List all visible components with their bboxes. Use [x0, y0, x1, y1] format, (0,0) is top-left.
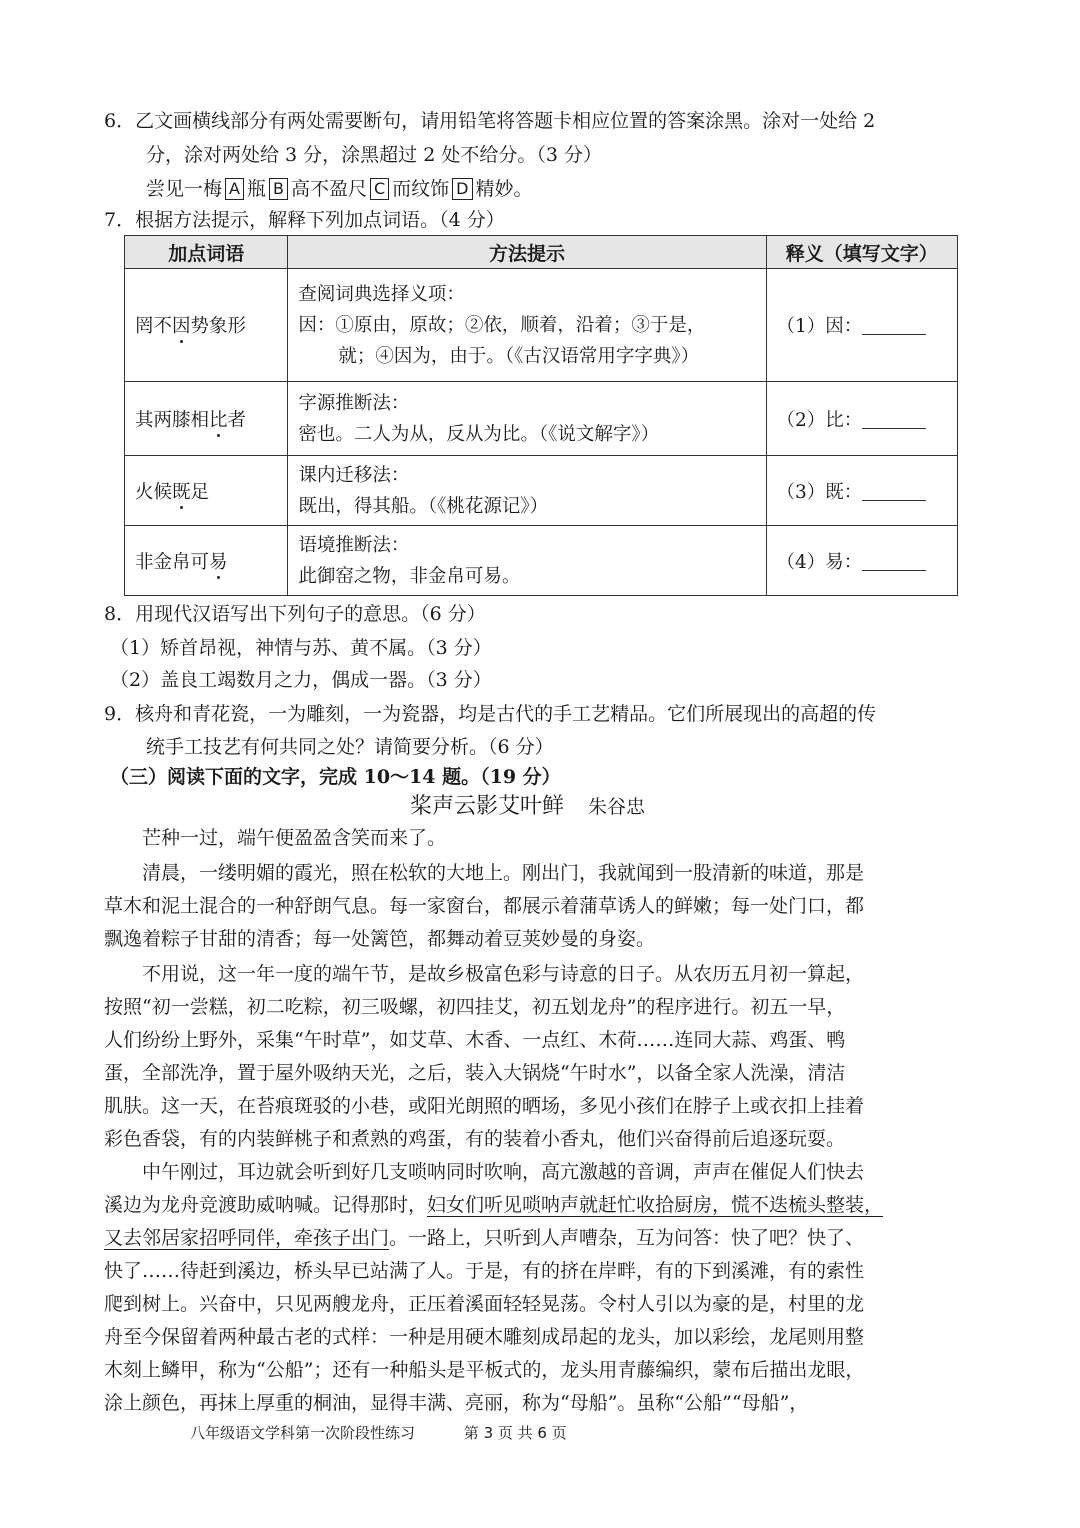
- essay-line: 快了……待赶到溪边，桥头早已站满了人。于是，有的挤在岸畔，有的下到溪滩，有的索性: [104, 1260, 865, 1282]
- essay-title-text: 桨声云影艾叶鲜: [410, 794, 565, 819]
- hint-text: 因：①原由，原故；②依，顺着，沿着；③于是，: [298, 314, 706, 336]
- section-3-heading: （三）阅读下面的文字，完成 10～14 题。（19 分）: [110, 766, 561, 788]
- essay-line: 木刻上鳞甲，称为“公船”；还有一种船头是平板式的，龙头用青藤编织，蒙布后描出龙眼，: [104, 1359, 865, 1381]
- hint-method: 课内迁移法：: [298, 464, 410, 486]
- word-cell: [125, 526, 288, 596]
- sentence-part-1: 尝见一梅: [146, 178, 223, 200]
- hint-method: 字源推断法：: [298, 392, 410, 414]
- essay-line: 不用说，这一年一度的端午节，是故乡极富色彩与诗意的日子。从农历五月初一算起，: [104, 963, 865, 985]
- question-8-item-2: （2）盖良工竭数月之力，偶成一器。（3 分）: [110, 669, 492, 691]
- table-row: [125, 456, 958, 526]
- essay-author: 朱谷忠: [588, 796, 646, 818]
- answer-label: （3）既：: [776, 481, 863, 503]
- hint-text: 此御窑之物，非金帛可易。: [298, 565, 521, 587]
- essay-line: 肌肤。这一天，在苔痕斑驳的小巷，或阳光朗照的晒场，多见小孩们在脖子上或衣扣上挂着: [104, 1095, 865, 1117]
- essay-text: 。一路上，只听到人声嘈杂，互为问答：快了吧？快了、: [389, 1227, 865, 1249]
- essay-line: 爬到树上。兴奋中，只见两艘龙舟，正压着溪面轻轻晃荡。令村人引以为豪的是，村里的龙: [104, 1293, 865, 1315]
- answer-cell[interactable]: [766, 382, 957, 456]
- method-table: [124, 235, 958, 596]
- break-option-c[interactable]: C: [370, 178, 389, 200]
- answer-blank[interactable]: [862, 316, 926, 335]
- word-text: 其两膝相: [135, 409, 210, 431]
- essay-line: 蛋，全部洗净，置于屋外吸纳天光，之后，装入大锅烧“午时水”，以备全家人洗澡，清洁: [104, 1062, 846, 1084]
- essay-line: 中午刚过，耳边就会听到好几支唢呐同时吹响，高亢激越的音调，声声在催促人们快去: [104, 1161, 865, 1183]
- essay-line: 按照“初一尝糕，初二吃粽，初三吸螺，初四挂艾，初五划龙舟”的程序进行。初五一早，: [104, 996, 846, 1018]
- word-text: 非金帛可: [135, 551, 210, 573]
- question-8-item-1: （1）矫首昂视，神情与苏、黄不属。（3 分）: [110, 637, 492, 659]
- essay-line: 舟至今保留着两种最古老的式样：一种是用硬木雕刻成昂起的龙头，加以彩绘，龙尾则用整: [104, 1326, 865, 1348]
- essay-line: 芒种一过，端午便盈盈含笑而来了。: [104, 827, 447, 849]
- word-cell: [125, 269, 288, 382]
- answer-label: （1）因：: [776, 316, 863, 337]
- hint-cell: [288, 382, 766, 456]
- dotted-char: 因: [172, 316, 191, 337]
- essay-line: 人们纷纷上野外，采集“午时草”，如艾草、木香、一点红、木荷……连同大蒜、鸡蛋、鸭: [104, 1029, 846, 1051]
- table-header-row: [125, 236, 958, 269]
- word-text: 足: [190, 481, 210, 503]
- hint-text: 就；④因为，由于。（《古汉语常用字字典》）: [338, 345, 700, 367]
- hint-cell: [288, 269, 766, 382]
- page-footer: [190, 1422, 575, 1443]
- answer-cell[interactable]: [766, 456, 957, 526]
- answer-label: （2）比：: [776, 409, 863, 431]
- hint-text: 既出，得其船。（《桃花源记》）: [298, 495, 549, 517]
- dotted-char: 比: [209, 409, 228, 431]
- answer-blank[interactable]: [862, 482, 926, 501]
- question-7-prompt: 7．根据方法提示，解释下列加点词语。（4 分）: [104, 209, 505, 231]
- sentence-part-2: 瓶: [246, 178, 266, 200]
- word-text: 者: [227, 409, 247, 431]
- break-option-a[interactable]: A: [225, 178, 244, 200]
- word-cell: [125, 456, 288, 526]
- table-row: [125, 526, 958, 596]
- break-option-b[interactable]: B: [269, 178, 288, 200]
- question-6-line-2: 分，涂对两处给 3 分，涂黑超过 2 处不给分。（3 分）: [146, 144, 602, 166]
- footer-page-number: 第 3 页 共 6 页: [463, 1424, 567, 1442]
- hint-method: 查阅词典选择义项：: [298, 283, 465, 305]
- essay-line: [104, 1222, 864, 1255]
- hint-cell: [288, 526, 766, 596]
- header-method: 方法提示: [288, 236, 766, 269]
- header-meaning: 释义（填写文字）: [766, 236, 957, 269]
- sentence-part-3: 高不盈尺: [290, 178, 367, 200]
- word-text: 火候: [135, 481, 173, 503]
- table-row: [125, 382, 958, 456]
- hint-cell: [288, 456, 766, 526]
- essay-line: 涂上颜色，再抹上厚重的桐油，显得丰满、亮丽，称为“母船”。虽称“公船”“母船”，: [104, 1392, 809, 1414]
- essay-line: 草木和泥土混合的一种舒朗气息。每一家窗台，都展示着蒲草诱人的鲜嫩；每一处门口，都: [104, 895, 865, 917]
- header-word: 加点词语: [125, 236, 288, 269]
- dotted-char: 易: [209, 551, 228, 573]
- break-option-d[interactable]: D: [452, 178, 472, 200]
- answer-cell[interactable]: [766, 269, 957, 382]
- essay-line: 彩色香袋，有的内装鲜桃子和煮熟的鸡蛋，有的装着小香丸，他们兴奋得前后追逐玩耍。: [104, 1128, 846, 1150]
- essay-line: 清晨，一缕明媚的霞光，照在松软的大地上。刚出门，我就闻到一股清新的味道，那是: [104, 862, 865, 884]
- footer-exam-name: 八年级语文学科第一次阶段性练习: [190, 1424, 416, 1442]
- question-9-line-2: 统手工技艺有何共同之处？请简要分析。（6 分）: [146, 736, 554, 758]
- answer-label: （4）易：: [776, 551, 863, 573]
- essay-title: [410, 790, 645, 824]
- answer-cell[interactable]: [766, 526, 957, 596]
- sentence-part-5: 精妙。: [475, 178, 533, 200]
- question-8-prompt: 8．用现代汉语写出下列句子的意思。（6 分）: [104, 603, 486, 625]
- underlined-sentence: 妇女们听见唢呐声就赶忙收拾厨房，慌不迭梳头整装，: [427, 1194, 884, 1216]
- word-text: 势象形: [190, 316, 247, 337]
- hint-method: 语境推断法：: [298, 534, 410, 556]
- word-text: 罔不: [135, 316, 173, 337]
- word-cell: [125, 382, 288, 456]
- answer-blank[interactable]: [862, 552, 926, 571]
- essay-text: 溪边为龙舟竞渡助威呐喊。记得那时，: [104, 1194, 428, 1216]
- essay-line: [104, 1189, 883, 1222]
- sentence-part-4: 而纹饰: [392, 178, 450, 200]
- question-6-sentence: [146, 172, 533, 206]
- dotted-char: 既: [172, 481, 191, 503]
- question-9-line-1: 9．核舟和青花瓷，一为雕刻，一为瓷器，均是古代的手工艺精品。它们所展现出的高超的传: [104, 703, 877, 725]
- essay-line: 飘逸着粽子甘甜的清香；每一处篱笆，都舞动着豆荚妙曼的身姿。: [104, 928, 656, 950]
- question-6-line-1: 6．乙文画横线部分有两处需要断句，请用铅笔将答题卡相应位置的答案涂黑。涂对一处给 2: [104, 110, 876, 132]
- hint-text: 密也。二人为从，反从为比。（《说文解字》）: [298, 423, 660, 445]
- answer-blank[interactable]: [862, 410, 926, 429]
- underlined-sentence: 又去邻居家招呼同伴，牵孩子出门: [104, 1227, 390, 1249]
- table-row: [125, 269, 958, 382]
